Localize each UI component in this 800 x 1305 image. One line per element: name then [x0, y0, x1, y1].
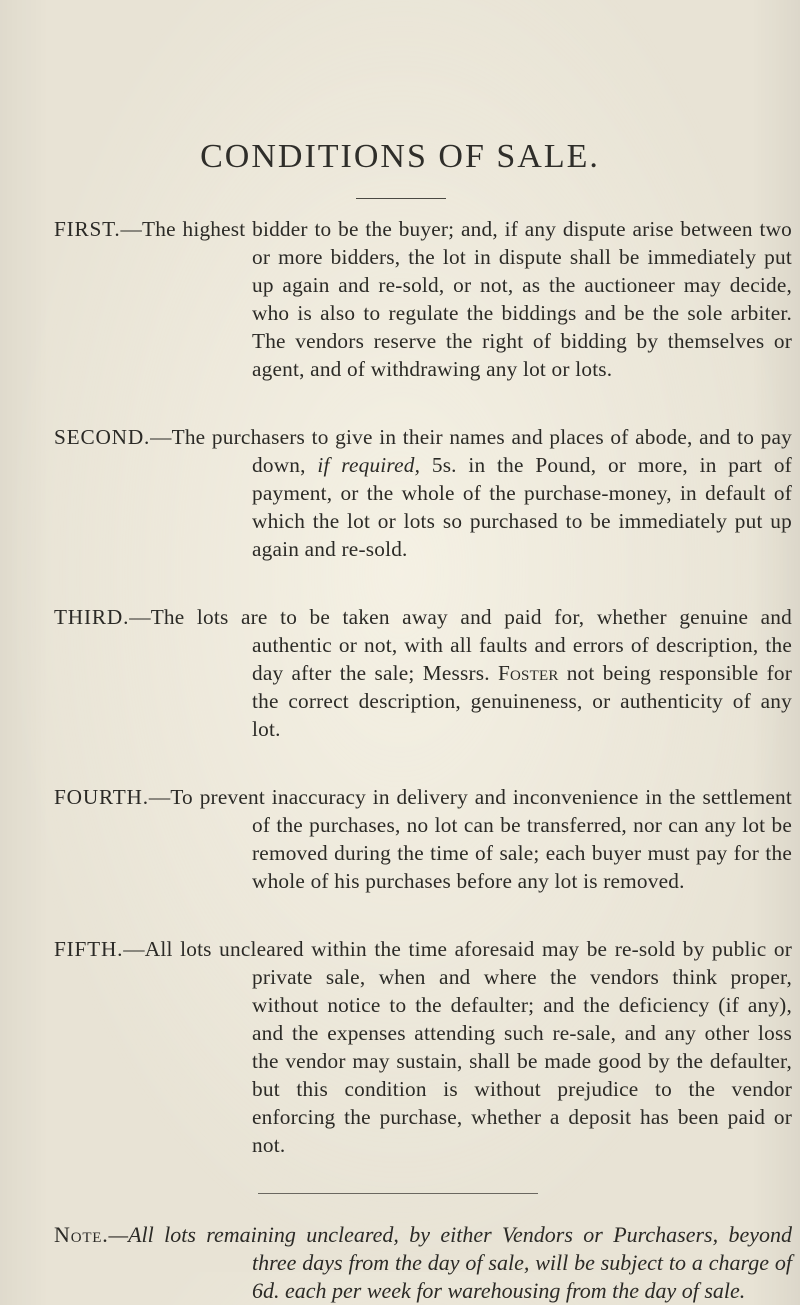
condition-heading: FIRST.: [54, 217, 121, 241]
condition-text: —The lots are to be taken away and paid for, whether genuine and authentic or not, with all faults and errors of description, the day after the sale; Messrs.: [129, 605, 792, 685]
section-rule: [258, 1193, 538, 1194]
condition-text: —To prevent inaccuracy in delivery and inconvenience in the settlement of the purchases, no lot can be transferred, nor can any lot be removed during the time of sale; each buyer must pay for the whole of his purchases before any lot is removed.: [148, 785, 792, 893]
condition-item: [54, 215, 792, 383]
page-title: CONDITIONS OF SALE.: [200, 138, 600, 175]
note-text: —All lots remaining uncleared, by either Vendors or Purchasers, beyond three days from the day of sale, will be subject to a charge of 6d. each per week for warehousing from the day of sale.: [108, 1222, 792, 1303]
condition-heading: FIFTH.: [54, 937, 124, 961]
note-label: Note.: [54, 1222, 109, 1247]
condition-heading: THIRD.: [54, 605, 130, 629]
note-paragraph: [54, 1221, 792, 1305]
title-rule: [356, 198, 446, 199]
condition-text: —The highest bidder to be the buyer; and, if any dispute arise between two or more bidders, the lot in dispute shall be immediately put up again and re-sold, or not, as the auctioneer may decide, who is also to regulate the biddings and be the sole arbiter. The vendors reserve the right of bidding by themselves or agent, and of withdrawing any lot or lots.: [120, 217, 792, 381]
condition-text-name: Foster: [497, 661, 559, 685]
condition-text: not being responsible for the correct description, genuineness, or authenticity of any lot.: [252, 661, 793, 741]
condition-item: [54, 423, 792, 563]
condition-item: [54, 783, 792, 895]
condition-item: [54, 935, 792, 1159]
condition-text-italic: if required,: [317, 453, 421, 477]
condition-text: —All lots uncleared within the time aforesaid may be re-sold by public or private sale, when and where the vendors think proper, without notice to the defaulter; and the deficiency (if any), and the expenses attending such re-sale, and any other loss the vendor may sustain, shall be made good by the defaulter, but this condition is without prejudice to the vendor enforcing the purchase, whether a deposit has been paid or not.: [123, 937, 792, 1157]
condition-text: —The purchasers to give in their names and places of abode, and to pay down,: [150, 425, 792, 477]
condition-heading: SECOND.: [54, 425, 151, 449]
condition-item: [54, 603, 792, 743]
condition-heading: FOURTH.: [54, 785, 149, 809]
condition-text: 5s. in the Pound, or more, in part of payment, or the whole of the purchase-money, in default of which the lot or lots so purchased to be immediately put up again and re-sold.: [252, 453, 792, 561]
